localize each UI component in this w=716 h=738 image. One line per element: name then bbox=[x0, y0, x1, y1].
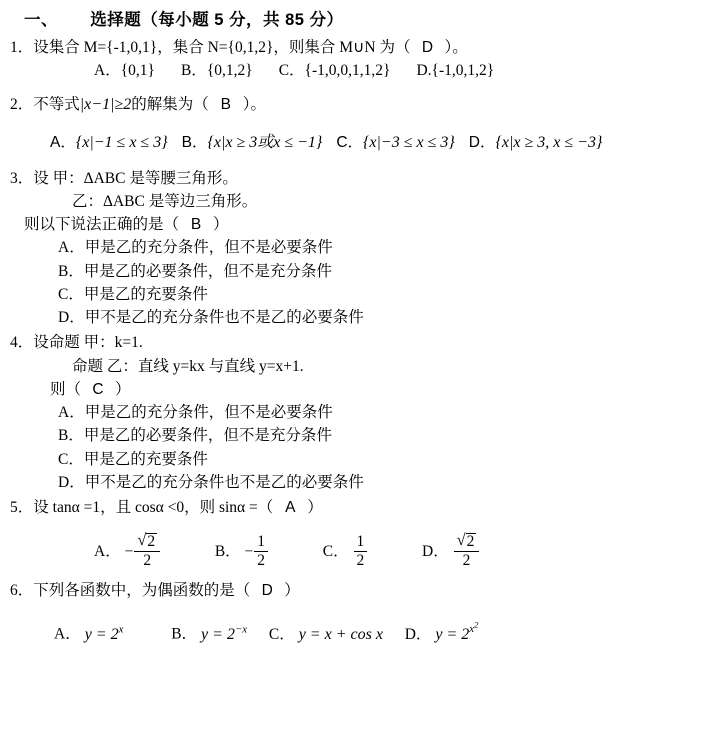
q3-line1 bbox=[10, 167, 706, 190]
q6-option-b-label: B． bbox=[171, 625, 198, 643]
q5-option-a-label: A． bbox=[94, 543, 121, 560]
q4-answer: C bbox=[92, 380, 104, 398]
q3-line1-text: 设 甲：ΔABC 是等腰三角形。 bbox=[33, 169, 238, 187]
q1-option-b-text: {0,1,2} bbox=[206, 62, 253, 80]
q2-option-a bbox=[50, 131, 168, 155]
q2-stem bbox=[10, 93, 706, 117]
q6-option-a-label: A． bbox=[54, 625, 81, 643]
q4-option-b bbox=[10, 424, 706, 447]
q2-option-d-text: {x|x ≥ 3, x ≤ −3} bbox=[495, 133, 603, 151]
q4-option-a-label: A． bbox=[58, 404, 85, 421]
question-4 bbox=[10, 331, 706, 494]
q4-line2-text: 命题 乙：直线 y=kx 与直线 y=x+1. bbox=[72, 357, 304, 375]
q5-option-d bbox=[422, 533, 480, 569]
question-5 bbox=[10, 496, 706, 569]
q3-option-d-text: 甲不是乙的充分条件也不是乙的必要条件 bbox=[84, 309, 364, 326]
q4-option-a bbox=[10, 401, 706, 424]
q1-option-a bbox=[94, 59, 155, 82]
q4-option-c-label: C． bbox=[58, 450, 84, 468]
q6-option-a-value: $y = 2^x$ bbox=[80, 623, 124, 643]
q2-stem-suffix: ）。 bbox=[242, 95, 267, 113]
q5-option-c-label: C． bbox=[322, 543, 349, 560]
q5-number: 5． bbox=[10, 499, 34, 516]
q6-option-d-value: $y = 2^{x^2}$ bbox=[431, 619, 479, 643]
q3-option-c-text: 甲是乙的充要条件 bbox=[83, 285, 208, 303]
q1-options bbox=[10, 59, 706, 82]
q6-option-d bbox=[405, 619, 479, 647]
q1-stem bbox=[10, 36, 706, 59]
q2-stem-math: |x−1|≥2 bbox=[79, 95, 132, 113]
q3-option-a-text: 甲是乙的充分条件，但不是必要条件 bbox=[84, 239, 333, 257]
q5-option-b bbox=[215, 534, 269, 569]
q5-options bbox=[10, 533, 706, 569]
q4-option-b-label: B． bbox=[58, 427, 84, 445]
q1-option-d-text: {-1,0,1,2} bbox=[431, 62, 495, 80]
q6-stem bbox=[10, 579, 706, 602]
q5-answer: A bbox=[285, 499, 296, 516]
q6-stem-suffix: ） bbox=[284, 582, 300, 600]
q2-option-d-label: D． bbox=[468, 133, 496, 151]
question-1 bbox=[10, 36, 706, 83]
q2-option-a-label: A． bbox=[50, 133, 76, 151]
q1-option-c-text: {-1,0,0,1,1,2} bbox=[304, 62, 391, 80]
q6-stem-prefix: 下列各函数中，为偶函数的是（ bbox=[33, 582, 251, 600]
q5-option-b-value: − $\frac{1}{2}$ bbox=[245, 543, 270, 560]
q1-option-b bbox=[181, 59, 253, 82]
q6-option-b-value: $y = 2^{-x}$ bbox=[197, 623, 248, 643]
q5-stem bbox=[10, 496, 706, 519]
q2-option-b-label: B． bbox=[181, 133, 208, 151]
q6-option-b bbox=[171, 621, 247, 646]
q4-line2 bbox=[10, 355, 706, 378]
q1-option-a-text: {0,1} bbox=[120, 62, 155, 80]
q4-line1 bbox=[10, 331, 706, 354]
q2-stem-prefix: 不等式 bbox=[33, 95, 80, 113]
q4-option-d-text: 甲不是乙的充分条件也不是乙的必要条件 bbox=[84, 473, 364, 491]
q3-option-c-label: C． bbox=[58, 285, 84, 303]
section-number: 一、 bbox=[24, 11, 58, 29]
q1-number: 1． bbox=[10, 39, 34, 56]
q3-option-b-text: 甲是乙的必要条件，但不是充分条件 bbox=[83, 262, 332, 280]
q5-option-b-label: B． bbox=[214, 543, 241, 560]
q1-stem-prefix: 设集合 M={-1,0,1}，集合 N={0,1,2}，则集合 M∪N 为（ bbox=[33, 39, 411, 56]
q1-option-a-label: A． bbox=[94, 62, 121, 80]
q6-options bbox=[10, 619, 706, 647]
q4-option-b-text: 甲是乙的必要条件，但不是充分条件 bbox=[83, 427, 332, 445]
q1-option-b-label: B． bbox=[180, 62, 207, 80]
q4-option-d-label: D． bbox=[58, 473, 85, 491]
q3-option-b-label: B． bbox=[58, 262, 84, 280]
q4-number: 4． bbox=[10, 334, 34, 352]
q5-stem-suffix: ） bbox=[307, 499, 323, 516]
q2-number: 2． bbox=[10, 95, 34, 113]
q6-answer: D bbox=[261, 582, 273, 600]
q2-stem-mid: 的解集为（ bbox=[131, 95, 209, 113]
q6-option-d-label: D． bbox=[404, 625, 432, 643]
q1-option-c bbox=[279, 59, 391, 82]
q4-line3 bbox=[10, 378, 706, 401]
q4-option-a-text: 甲是乙的充分条件，但不是必要条件 bbox=[84, 404, 333, 421]
q2-option-c-label: C． bbox=[336, 133, 364, 151]
q4-line3-suffix: ） bbox=[115, 380, 131, 398]
q4-option-c bbox=[10, 448, 706, 471]
q3-number: 3． bbox=[10, 169, 34, 187]
q5-option-a bbox=[50, 533, 161, 569]
q6-option-a bbox=[54, 621, 123, 646]
q3-option-d bbox=[10, 306, 706, 329]
q3-option-c bbox=[10, 283, 706, 306]
q2-option-b-text: {x|x ≥ 3或x ≤ −1} bbox=[207, 133, 323, 151]
question-6 bbox=[10, 579, 706, 646]
q2-option-d bbox=[469, 131, 603, 155]
q3-line3 bbox=[10, 213, 706, 236]
q4-option-c-text: 甲是乙的充要条件 bbox=[83, 450, 208, 468]
q3-line2-text: 乙：ΔABC 是等边三角形。 bbox=[72, 192, 258, 210]
q5-option-d-label: D． bbox=[422, 543, 449, 560]
section-title-text: 选择题（每小题 5 分，共 85 分） bbox=[90, 11, 344, 29]
section-title bbox=[24, 6, 706, 30]
q3-option-a-label: A． bbox=[58, 239, 85, 257]
q2-option-c-text: {x|−3 ≤ x ≤ 3} bbox=[363, 133, 455, 151]
q3-line3-prefix: 则以下说法正确的是（ bbox=[24, 216, 180, 233]
q3-option-d-label: D． bbox=[58, 309, 85, 326]
q3-option-b bbox=[10, 260, 706, 283]
question-3 bbox=[10, 167, 706, 330]
q3-option-a bbox=[10, 236, 706, 259]
q4-line3-prefix: 则（ bbox=[50, 380, 82, 398]
q4-line1-text: 设命题 甲：k=1. bbox=[33, 334, 143, 352]
question-2 bbox=[10, 93, 706, 155]
q3-line3-suffix: ） bbox=[213, 216, 229, 233]
q6-option-c bbox=[269, 623, 383, 647]
q1-option-c-label: C． bbox=[278, 62, 305, 80]
q6-option-c-value: y = x + cos x bbox=[294, 625, 383, 643]
q2-option-a-text: {x|−1 ≤ x ≤ 3} bbox=[75, 133, 168, 151]
q6-number: 6． bbox=[10, 582, 34, 600]
q1-option-d bbox=[416, 59, 494, 82]
q5-option-c bbox=[323, 534, 368, 569]
q1-option-d-label: D. bbox=[416, 62, 432, 80]
q6-option-c-label: C． bbox=[268, 625, 295, 643]
q2-options bbox=[10, 131, 706, 155]
q5-option-a-value: − √ $\frac{2}{2}$ bbox=[125, 543, 162, 560]
q5-option-d-value: √ $\frac{2}{2}$ bbox=[453, 543, 481, 560]
q2-option-c bbox=[336, 131, 454, 155]
q1-answer: D bbox=[421, 39, 434, 56]
q2-option-b bbox=[182, 131, 323, 155]
q3-answer: B bbox=[190, 216, 202, 233]
q5-option-c-value: $\frac{1}{2}$ bbox=[353, 543, 369, 560]
q1-stem-suffix: ）。 bbox=[444, 39, 468, 56]
q3-line2 bbox=[10, 190, 706, 213]
q2-answer: B bbox=[220, 95, 231, 113]
q4-option-d bbox=[10, 471, 706, 494]
q5-stem-prefix: 设 tanα =1，且 cosα <0，则 sinα =（ bbox=[33, 499, 274, 516]
